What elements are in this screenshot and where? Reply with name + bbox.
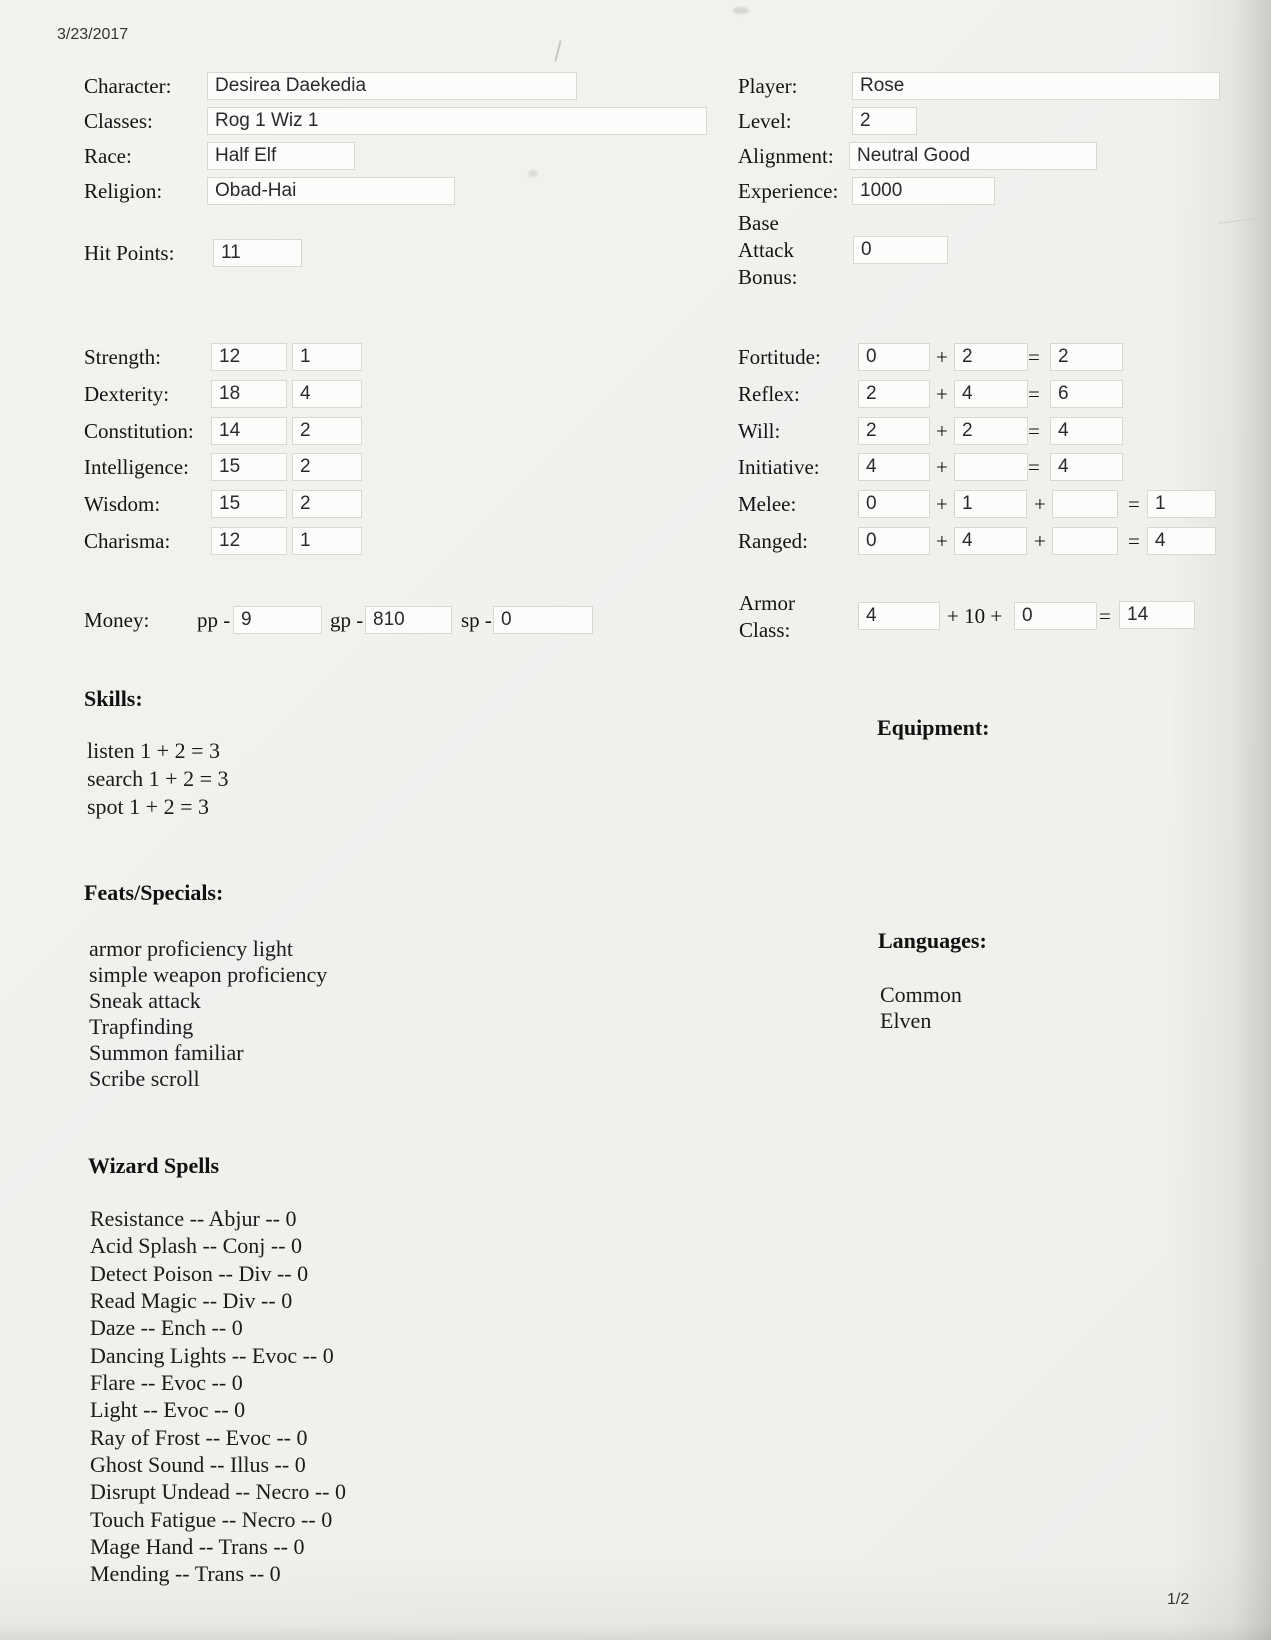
reflex-plus-sign: +: [936, 382, 948, 406]
spell-item: Disrupt Undead -- Necro -- 0: [90, 1479, 346, 1504]
strength-score-field: 12: [211, 343, 287, 371]
charisma-score-field: 12: [211, 527, 287, 555]
dexterity-modifier-field: 4: [292, 380, 362, 408]
constitution-modifier-field: 2: [292, 417, 362, 445]
strength-label: Strength:: [84, 345, 161, 369]
spell-item: Dancing Lights -- Evoc -- 0: [90, 1343, 334, 1368]
ranged-total-field: 4: [1147, 527, 1216, 555]
gold-field: 810: [365, 606, 452, 634]
level-field: 2: [852, 107, 917, 135]
initiative-plus-sign: +: [936, 455, 948, 479]
scan-crease-mark: [1218, 217, 1264, 224]
armor-class-equals-sign: =: [1099, 604, 1111, 628]
armor-class-armor-field: 4: [858, 602, 940, 630]
character-label: Character:: [84, 74, 172, 98]
strength-modifier-field: 1: [292, 343, 362, 371]
player-field: Rose: [852, 72, 1220, 100]
religion-field: Obad-Hai: [207, 177, 455, 205]
print-date: 3/23/2017: [57, 26, 129, 43]
scan-crease-mark: [554, 40, 561, 62]
wisdom-score-field: 15: [211, 490, 287, 518]
silver-label: sp -: [461, 608, 492, 632]
religion-label: Religion:: [84, 179, 163, 203]
reflex-bonus-field: 4: [954, 380, 1028, 408]
experience-label: Experience:: [738, 179, 839, 203]
race-field: Half Elf: [207, 142, 355, 170]
scan-smudge-mark: [528, 170, 538, 177]
spell-item: Flare -- Evoc -- 0: [90, 1370, 243, 1395]
language-item: Common: [880, 982, 962, 1007]
will-plus-sign: +: [936, 419, 948, 443]
bab-label-line2: Attack: [738, 238, 794, 262]
classes-field: Rog 1 Wiz 1: [207, 107, 707, 135]
melee-plus2-sign: +: [1034, 492, 1046, 516]
spell-item: Detect Poison -- Div -- 0: [90, 1261, 309, 1286]
spell-item: Ray of Frost -- Evoc -- 0: [90, 1425, 308, 1450]
reflex-label: Reflex:: [738, 382, 800, 406]
initiative-equals-sign: =: [1028, 455, 1040, 479]
hit-points-label: Hit Points:: [84, 241, 175, 265]
will-base-field: 2: [858, 417, 930, 445]
dexterity-label: Dexterity:: [84, 382, 170, 406]
ranged-equals-sign: =: [1128, 529, 1140, 553]
alignment-field: Neutral Good: [849, 142, 1097, 170]
fortitude-label: Fortitude:: [738, 345, 821, 369]
initiative-total-field: 4: [1050, 453, 1123, 481]
equipment-heading: Equipment:: [877, 715, 990, 740]
feat-item: Scribe scroll: [89, 1066, 200, 1091]
feats-heading: Feats/Specials:: [84, 880, 224, 905]
feat-item: Trapfinding: [89, 1014, 194, 1039]
silver-field: 0: [493, 606, 593, 634]
player-label: Player:: [738, 74, 798, 98]
spell-item: Daze -- Ench -- 0: [90, 1315, 243, 1340]
ranged-plus2-sign: +: [1034, 529, 1046, 553]
languages-heading: Languages:: [878, 928, 987, 953]
experience-field: 1000: [852, 177, 995, 205]
fortitude-plus-sign: +: [936, 345, 948, 369]
intelligence-score-field: 15: [211, 453, 287, 481]
platinum-field: 9: [233, 606, 322, 634]
ranged-plus1-sign: +: [936, 529, 948, 553]
constitution-score-field: 14: [211, 417, 287, 445]
armor-class-dex-field: 0: [1014, 602, 1097, 630]
skills-heading: Skills:: [84, 686, 143, 711]
bab-label-line1: Base: [738, 211, 779, 235]
character-field: Desirea Daekedia: [207, 72, 577, 100]
fortitude-total-field: 2: [1050, 343, 1123, 371]
spell-item: Resistance -- Abjur -- 0: [90, 1206, 297, 1231]
alignment-label: Alignment:: [738, 144, 834, 168]
melee-plus1-sign: +: [936, 492, 948, 516]
will-label: Will:: [738, 419, 781, 443]
armor-class-label-line1: Armor: [739, 591, 795, 615]
wisdom-label: Wisdom:: [84, 492, 161, 516]
money-label: Money:: [84, 608, 150, 632]
reflex-total-field: 6: [1050, 380, 1123, 408]
armor-class-label-line2: Class:: [739, 618, 791, 642]
will-bonus-field: 2: [954, 417, 1028, 445]
scan-smudge-mark: [733, 7, 749, 14]
skill-search-line: search 1 + 2 = 3: [87, 766, 229, 791]
melee-equals-sign: =: [1128, 492, 1140, 516]
feat-item: armor proficiency light: [89, 936, 294, 961]
fortitude-equals-sign: =: [1028, 345, 1040, 369]
reflex-base-field: 2: [858, 380, 930, 408]
feat-item: Summon familiar: [89, 1040, 244, 1065]
ranged-label: Ranged:: [738, 529, 808, 553]
level-label: Level:: [738, 109, 792, 133]
ranged-base-field: 0: [858, 527, 930, 555]
classes-label: Classes:: [84, 109, 153, 133]
initiative-base-field: 4: [858, 453, 930, 481]
reflex-equals-sign: =: [1028, 382, 1040, 406]
armor-class-total-field: 14: [1119, 601, 1195, 629]
spell-item: Read Magic -- Div -- 0: [90, 1288, 293, 1313]
melee-base-field: 0: [858, 490, 930, 518]
charisma-modifier-field: 1: [292, 527, 362, 555]
spell-item: Acid Splash -- Conj -- 0: [90, 1233, 303, 1258]
skill-spot-line: spot 1 + 2 = 3: [87, 794, 209, 819]
intelligence-label: Intelligence:: [84, 455, 189, 479]
intelligence-modifier-field: 2: [292, 453, 362, 481]
spell-item: Touch Fatigue -- Necro -- 0: [90, 1507, 333, 1532]
dexterity-score-field: 18: [211, 380, 287, 408]
bab-field: 0: [853, 236, 948, 264]
will-equals-sign: =: [1028, 419, 1040, 443]
melee-total-field: 1: [1147, 490, 1216, 518]
bab-label-line3: Bonus:: [738, 265, 798, 289]
ranged-misc-field: [1052, 527, 1118, 555]
feat-item: Sneak attack: [89, 988, 201, 1013]
gold-label: gp -: [330, 608, 364, 632]
charisma-label: Charisma:: [84, 529, 171, 553]
constitution-label: Constitution:: [84, 419, 194, 443]
race-label: Race:: [84, 144, 132, 168]
hit-points-field: 11: [213, 239, 302, 267]
page-indicator: 1/2: [1167, 1591, 1190, 1608]
feat-item: simple weapon proficiency: [89, 962, 328, 987]
initiative-label: Initiative:: [738, 455, 820, 479]
spell-item: Light -- Evoc -- 0: [90, 1397, 246, 1422]
fortitude-bonus-field: 2: [954, 343, 1028, 371]
spell-item: Mending -- Trans -- 0: [90, 1561, 281, 1586]
spell-item: Ghost Sound -- Illus -- 0: [90, 1452, 306, 1477]
wizard-spells-heading: Wizard Spells: [88, 1153, 220, 1178]
initiative-bonus-field: [954, 453, 1028, 481]
armor-class-formula-text: + 10 +: [947, 604, 1003, 628]
wisdom-modifier-field: 2: [292, 490, 362, 518]
melee-label: Melee:: [738, 492, 797, 516]
language-item: Elven: [880, 1008, 932, 1033]
platinum-label: pp -: [197, 608, 231, 632]
ranged-bonus-field: 4: [954, 527, 1027, 555]
will-total-field: 4: [1050, 417, 1123, 445]
fortitude-base-field: 0: [858, 343, 930, 371]
skill-listen-line: listen 1 + 2 = 3: [87, 738, 220, 763]
melee-misc-field: [1052, 490, 1118, 518]
spell-item: Mage Hand -- Trans -- 0: [90, 1534, 305, 1559]
melee-bonus-field: 1: [954, 490, 1027, 518]
